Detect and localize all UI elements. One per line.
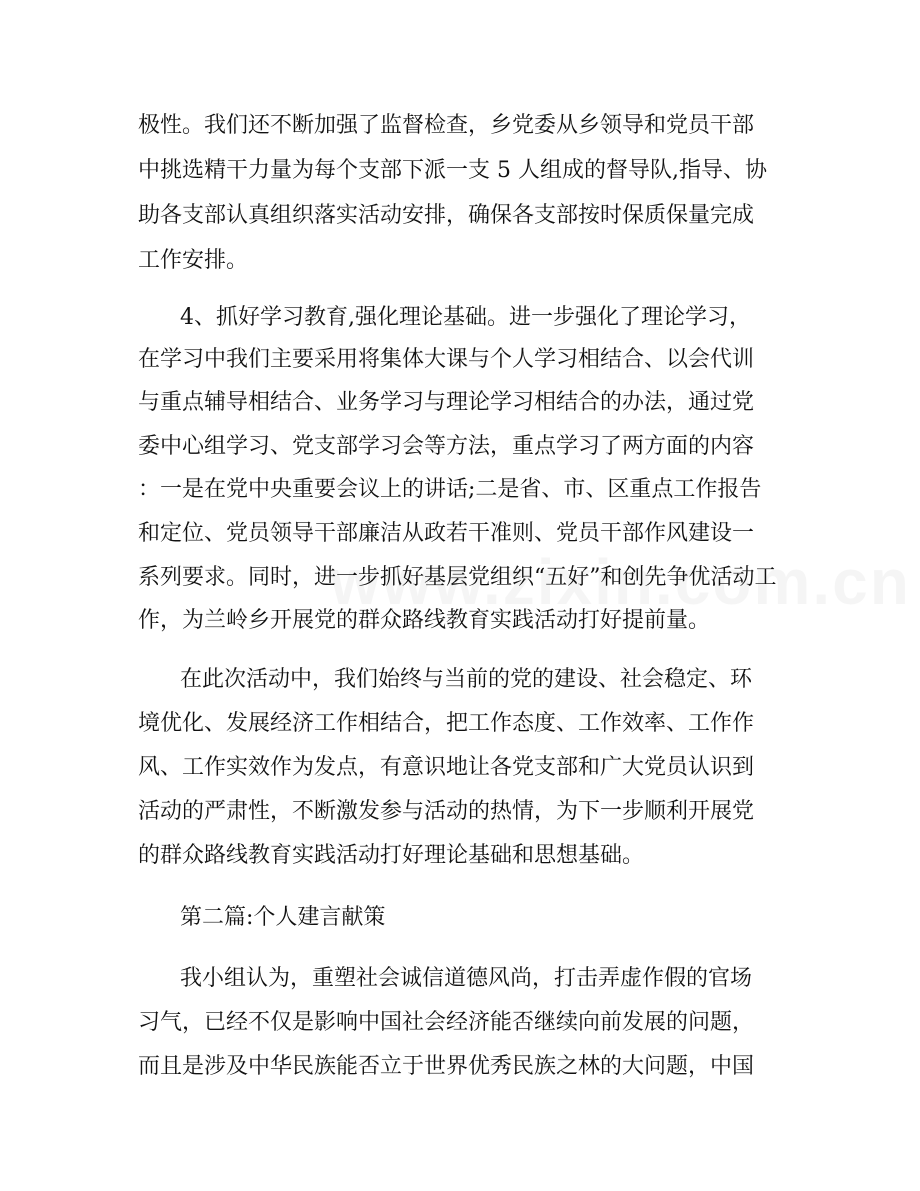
paragraph-line: 工作安排。 <box>138 248 249 273</box>
paragraph-line: 而且是涉及中华民族能否立于世界优秀民族之林的大问题，中国 <box>138 1054 755 1079</box>
paragraph-line: 与重点辅导相结合、业务学习与理论学习相结合的办法，通过党 <box>138 390 755 415</box>
paragraph-line: 在此次活动中，我们始终与当前的党的建设、社会稳定、环 <box>180 667 753 692</box>
paragraph-line: 4、抓好学习教育,强化理论基础。进一步强化了理论学习， <box>180 305 751 330</box>
section-heading: 第二篇:个人建言献策 <box>180 905 386 930</box>
paragraph-line: 在学习中我们主要采用将集体大课与个人学习相结合、以会代训 <box>138 347 755 372</box>
paragraph-line: 风、工作实效作为发点，有意识地让各党支部和广大党员认识到 <box>138 755 755 780</box>
paragraph-line: 境优化、发展经济工作相结合，把工作态度、工作效率、工作作 <box>138 711 755 736</box>
paragraph-line: 习气，已经不仅是影响中国社会经济能否继续向前发展的问题， <box>138 1010 755 1035</box>
paragraph-line: ：一是在党中央重要会议上的讲话;二是省、市、区重点工作报告 <box>138 477 762 502</box>
paragraph-line: 活动的严肃性，不断激发参与活动的热情，为下一步顺利开展党 <box>138 799 755 824</box>
paragraph-line: 助各支部认真组织落实活动安排，确保各支部按时保质保量完成 <box>138 203 755 228</box>
paragraph-line: 作，为兰岭乡开展党的群众路线教育实践活动打好提前量。 <box>138 608 711 633</box>
paragraph-line: 的群众路线教育实践活动打好理论基础和思想基础。 <box>138 843 645 868</box>
paragraph-line: 委中心组学习、党支部学习会等方法，重点学习了两方面的内容 <box>138 434 755 459</box>
paragraph-line: 我小组认为，重塑社会诚信道德风尚，打击弄虚作假的官场 <box>180 966 753 991</box>
paragraph-line: 极性。我们还不断加强了监督检查，乡党委从乡领导和党员干部 <box>138 113 755 138</box>
paragraph-line: 中挑选精干力量为每个支部下派一支 5 人组成的督导队,指导、协 <box>138 158 767 183</box>
paragraph-line: 和定位、党员领导干部廉洁从政若干准则、党员干部作风建设一 <box>138 521 755 546</box>
paragraph-line: 系列要求。同时，进一步抓好基层党组织“五好”和创先争优活动工 <box>138 565 777 590</box>
